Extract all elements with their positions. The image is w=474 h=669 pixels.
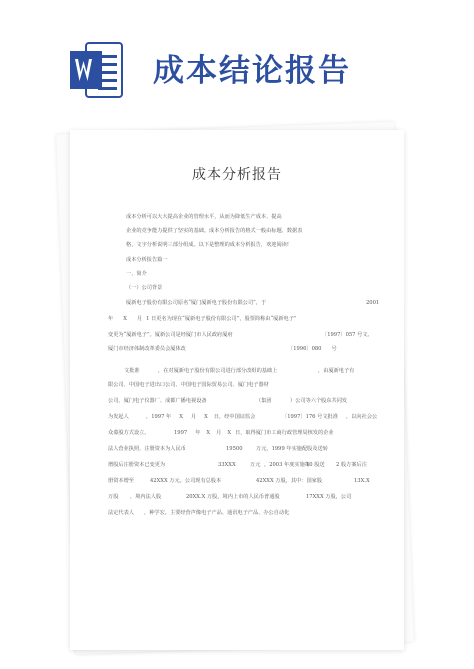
paragraph-line: 17XXX 万股，公司 [306, 494, 352, 500]
paragraph-line: 33XXX [218, 462, 236, 468]
paragraph-line: 13X.X [354, 478, 370, 484]
paragraph-line: 法人营业执照，注册资本为人民币 [108, 446, 186, 452]
paragraph-line: ，2003 年度实施每 [264, 462, 310, 468]
paragraph-line: 法定代表人 [108, 510, 134, 516]
paragraph-line: ，由厦新电子有 [318, 368, 355, 374]
paragraph-line: 众募股方式设立。 [108, 430, 150, 436]
paragraph-line: 册资本增至 [108, 478, 134, 484]
paragraph-line: 年 X 月 1 日更名为现在“厦新电子股份有限公司”，股票简称由“厦新电子” [108, 316, 297, 322]
paragraph-line: （集团 [256, 398, 272, 404]
paragraph-line: 增股后注册资本已变更为 [108, 462, 166, 468]
document-page [70, 130, 404, 650]
document-title: 成本分析报告 [192, 167, 282, 183]
paragraph-line: 厦门市经济体制改革委员会厦体改 [108, 346, 186, 352]
paragraph-line: 万元 [250, 462, 261, 468]
section-heading: 一、简介 [126, 271, 147, 277]
paragraph-line: 〔1996〕080 号 [288, 346, 337, 352]
paragraph-line: 〔1997〕176 号文批准 [282, 414, 338, 420]
paragraph-line: 万股 [108, 494, 119, 500]
paragraph-line: 公司、厦门电子仪器厂、成都广播电视设备 [108, 398, 207, 404]
paragraph-line: ）公司等六个股东共同发 [290, 398, 348, 404]
paragraph-line: 变更为“厦新电子”。厦新公司是经厦门市人民政府厦府 [108, 332, 233, 338]
paragraph-line: 企业的竞争能力提供了坚实的基础。成本分析报告的格式一般由标题、数据表 [126, 228, 303, 234]
paragraph-line: ，境内法人股 [130, 494, 162, 500]
paragraph-line: 2001 [366, 300, 380, 306]
paragraph-line: 限公司、中国电子进出口公司、中国电子国际贸易公司、厦门电子器材 [108, 382, 269, 388]
paragraph-line: 10 股送 [306, 462, 325, 468]
paragraph-line: ，种学宏。主要经营声像电子产品、通讯电子产品、办公自动化 [144, 510, 290, 516]
paragraph-line: ，以向社会公 [346, 414, 378, 420]
paragraph-line: 42XXX 万元。公司现有总股本 [150, 478, 222, 484]
paragraph-line: ，1997 年 X 月 X 日，经中国证监会 [146, 414, 256, 420]
paragraph-line: 19500 [226, 446, 243, 452]
header-banner [0, 0, 474, 120]
paragraph-line: 成本分析可以大大提高企业的管理水平，从而为降低生产成本、提高 [126, 214, 282, 220]
paragraph-line: 为发起人 [108, 414, 129, 420]
page-title: 成本结论报告 [153, 53, 351, 89]
paragraph-line: ，在对厦新电子股份有限公司进行部分改组的基础上 [158, 368, 278, 374]
paragraph-line: 万元，1999 年实施配股及送转 [256, 446, 328, 452]
paragraph-line: 文批准 [124, 368, 140, 374]
section-heading: 成本分析报告篇一 [126, 257, 168, 263]
paragraph-line: 厦新电子股份有限公司原名“厦门厦新电子股份有限公司”，于 [126, 300, 267, 306]
paragraph-line: 1997 年 X 月 X 日，取得厦门市工商行政管理局核发的企业 [174, 430, 334, 436]
paragraph-line: 格、文字分析说明三部分组成。以下是整理的成本分析报告，欢迎阅读! [126, 242, 289, 248]
paragraph-line: 42XXX 万股，其中：国家股 [256, 478, 323, 484]
paragraph-line: 2 股方案后注 [336, 462, 367, 468]
word-document-icon [70, 41, 124, 99]
paragraph-line: 〔1997〕057 号文、 [322, 332, 373, 338]
subsection-heading: （一）公司背景 [126, 285, 163, 291]
paragraph-line: 20XX.X 万股，境内上市的人民币普通股 [186, 494, 280, 500]
